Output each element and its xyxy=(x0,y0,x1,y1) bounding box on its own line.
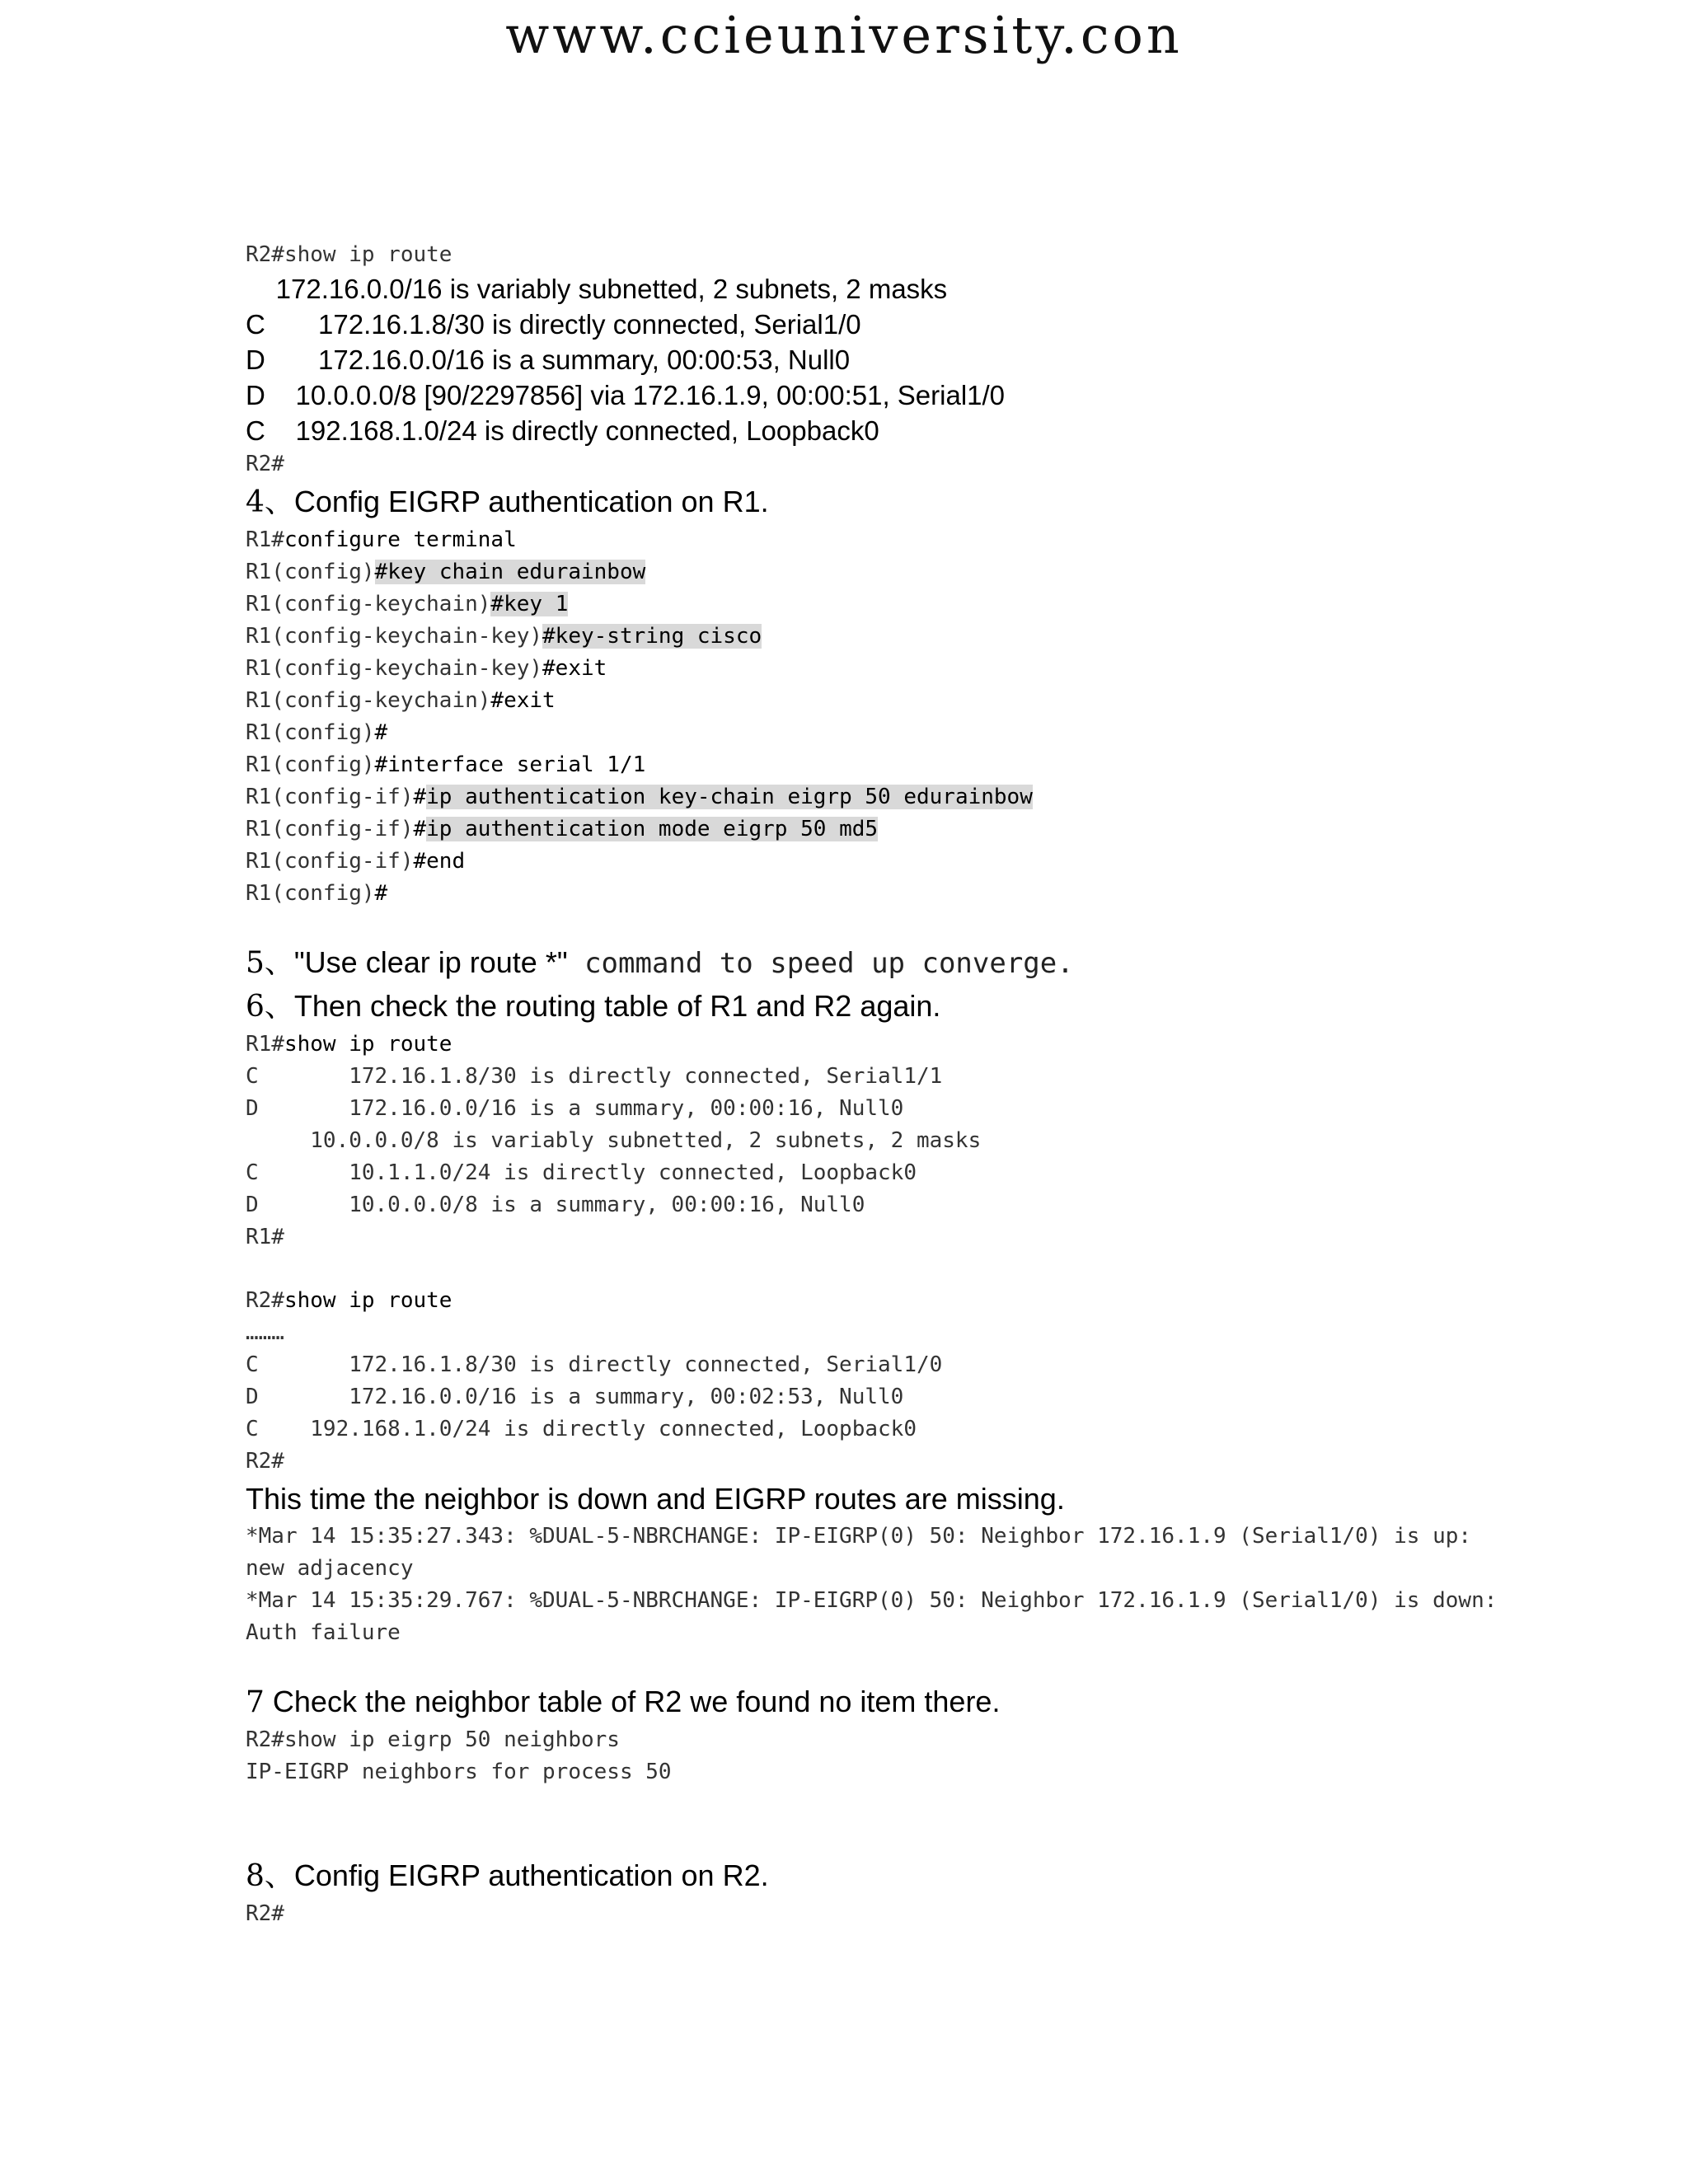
cli-line xyxy=(246,878,1647,910)
cli-line: R2# xyxy=(246,452,284,476)
route-line: D 172.16.0.0/16 is a summary, 00:00:53, Null0 xyxy=(246,344,851,375)
cli-line: IP-EIGRP neighbors for process 50 xyxy=(246,1760,672,1784)
step-number: 7 xyxy=(246,1685,265,1719)
cli-line: R2# xyxy=(246,1901,284,1926)
cli-command: #exit xyxy=(542,656,607,681)
cli-line xyxy=(246,524,1647,556)
log-line: new adjacency xyxy=(246,1556,414,1581)
step-7-heading xyxy=(246,1680,1647,1724)
log-line: *Mar 14 15:35:29.767: %DUAL-5-NBRCHANGE: IP-EIGRP(0) 50: Neighbor 172.16.1.9 (Serial1/0) is down: xyxy=(246,1588,1498,1613)
cli-command: # xyxy=(374,881,388,906)
cli-prompt: R1(config) xyxy=(246,881,375,906)
r2-neighbor-output xyxy=(246,1724,1647,1788)
cli-prompt: R1(config-keychain) xyxy=(246,592,491,616)
cli-prompt: R1(config-keychain-key) xyxy=(246,624,543,649)
cli-line xyxy=(246,556,1647,588)
cli-command: #interface serial 1/1 xyxy=(374,752,646,777)
cli-prompt: R1# xyxy=(246,527,284,552)
cli-prompt: R1(config-keychain) xyxy=(246,688,491,713)
route-line: 172.16.0.0/16 is variably subnetted, 2 subnets, 2 masks xyxy=(246,274,948,304)
cli-line xyxy=(246,588,1647,621)
cli-prompt: R2# xyxy=(246,1288,284,1313)
log-messages xyxy=(246,1521,1647,1649)
cli-prompt: R1# xyxy=(246,1032,284,1057)
cli-prompt: R1(config) xyxy=(246,720,375,745)
cli-line xyxy=(246,781,1647,813)
step-8-heading xyxy=(246,1854,1647,1898)
step-title: "Use clear ip route *" xyxy=(293,945,568,979)
step-title: Check the neighbor table of R2 we found no item there. xyxy=(264,1685,1001,1718)
route-line: 10.0.0.0/8 is variably subnetted, 2 subnets, 2 masks xyxy=(246,1128,982,1153)
step-title: Then check the routing table of R1 and R2 again. xyxy=(293,989,941,1023)
cli-prompt: R1(config-keychain-key) xyxy=(246,656,543,681)
step-number: 4、 xyxy=(246,485,294,519)
r2-route-output-2 xyxy=(246,1285,1647,1478)
step-title: Config EIGRP authentication on R1. xyxy=(293,485,769,518)
cli-hash: # xyxy=(413,817,427,841)
r1-route-output xyxy=(246,1029,1647,1254)
route-line: D 10.0.0.0/8 is a summary, 00:00:16, Null0 xyxy=(246,1193,865,1217)
step-title-mono: command to speed up converge. xyxy=(567,947,1074,980)
cli-line: R1# xyxy=(246,1225,284,1249)
log-line: *Mar 14 15:35:27.343: %DUAL-5-NBRCHANGE: IP-EIGRP(0) 50: Neighbor 172.16.1.9 (Serial1/0) is up: xyxy=(246,1524,1472,1549)
route-line: C 192.168.1.0/24 is directly connected, Loopback0 xyxy=(246,415,879,446)
r2-route-output-1 xyxy=(246,239,1647,480)
cli-line: R2#show ip route xyxy=(246,242,452,267)
cli-line xyxy=(246,653,1647,685)
cli-line xyxy=(246,749,1647,781)
route-line: C 172.16.1.8/30 is directly connected, Serial1/0 xyxy=(246,309,861,340)
r1-config-commands xyxy=(246,524,1647,910)
route-line: D 172.16.0.0/16 is a summary, 00:02:53, Null0 xyxy=(246,1385,904,1409)
cli-line xyxy=(246,621,1647,653)
route-line: C 172.16.1.8/30 is directly connected, Serial1/0 xyxy=(246,1352,943,1377)
cli-line xyxy=(246,813,1647,846)
step-title: Config EIGRP authentication on R2. xyxy=(293,1858,769,1892)
ellipsis-line: ……… xyxy=(246,1320,284,1345)
cli-command: #key-string cisco xyxy=(542,624,762,649)
cli-command: # xyxy=(374,720,388,745)
route-line: C 10.1.1.0/24 is directly connected, Loopback0 xyxy=(246,1160,917,1185)
cli-line xyxy=(246,846,1647,878)
document-content xyxy=(246,239,1647,1930)
cli-line xyxy=(246,717,1647,749)
cli-line xyxy=(246,1285,1647,1317)
cli-line xyxy=(246,1029,1647,1061)
cli-hash: # xyxy=(413,785,427,809)
step-4-heading xyxy=(246,480,1647,524)
route-line: D 172.16.0.0/16 is a summary, 00:00:16, Null0 xyxy=(246,1096,904,1121)
cli-prompt: R1(config) xyxy=(246,752,375,777)
cli-command: #key chain edurainbow xyxy=(374,560,646,584)
cli-command: ip authentication mode eigrp 50 md5 xyxy=(426,817,879,841)
site-watermark: www.ccieuniversity.con xyxy=(505,5,1183,65)
cli-line: R2# xyxy=(246,1449,284,1474)
cli-command: #key 1 xyxy=(490,592,569,616)
cli-command: show ip route xyxy=(284,1288,452,1313)
cli-command: ip authentication key-chain eigrp 50 edurainbow xyxy=(426,785,1033,809)
cli-command: #exit xyxy=(490,688,556,713)
cli-command: show ip route xyxy=(284,1032,452,1057)
step-6-heading xyxy=(246,985,1647,1029)
route-line: D 10.0.0.0/8 [90/2297856] via 172.16.1.9, 00:00:51, Serial1/0 xyxy=(246,380,1006,410)
cli-command: configure terminal xyxy=(284,527,517,552)
step-number: 8、 xyxy=(246,1859,294,1893)
log-line: Auth failure xyxy=(246,1620,401,1645)
cli-prompt: R1(config-if) xyxy=(246,817,414,841)
neighbor-down-note: This time the neighbor is down and EIGRP routes are missing. xyxy=(246,1482,1065,1516)
cli-line: R2#show ip eigrp 50 neighbors xyxy=(246,1727,620,1752)
step-5-heading xyxy=(246,941,1647,985)
cli-prompt: R1(config) xyxy=(246,560,375,584)
route-line: C 172.16.1.8/30 is directly connected, Serial1/1 xyxy=(246,1064,943,1089)
route-line: C 192.168.1.0/24 is directly connected, Loopback0 xyxy=(246,1417,917,1441)
step-number: 5、 xyxy=(246,946,294,980)
cli-line xyxy=(246,685,1647,717)
step-number: 6、 xyxy=(246,990,294,1024)
cli-prompt: R1(config-if) xyxy=(246,849,414,874)
cli-prompt: R1(config-if) xyxy=(246,785,414,809)
cli-command: #end xyxy=(413,849,466,874)
